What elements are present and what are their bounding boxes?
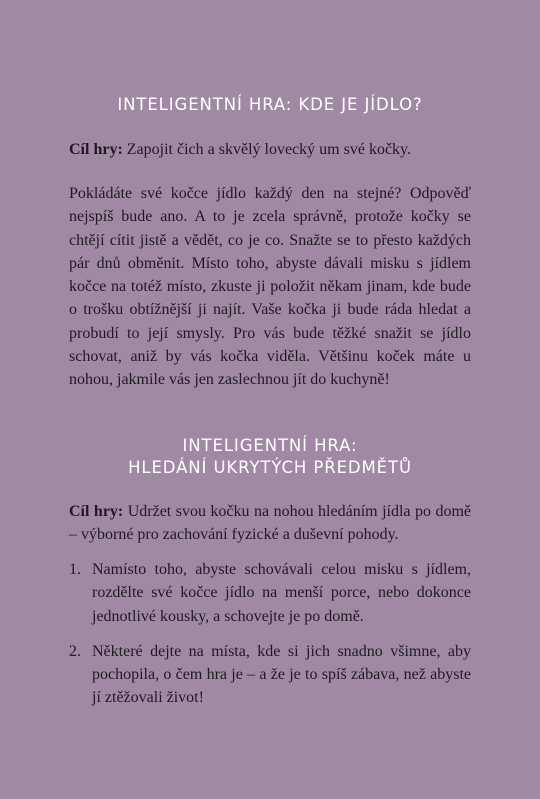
list-item-text: Některé dejte na místa, kde si jich snadno všimne, aby pochopila, o čem hra je – a že je to spíš zábava, než abyste jí ztěžovali život! [92, 642, 471, 707]
goal-text: Udržet svou kočku na nohou hledáním jídla po domě – výborné pro zachování fyzické a duševní pohody. [69, 503, 471, 544]
list-item-number: 1. [69, 561, 81, 578]
section-heading-line-2: HLEDÁNÍ UKRYTÝCH PŘEDMĚTŮ [128, 458, 412, 477]
game-goal-paragraph [69, 138, 471, 161]
list-item [69, 640, 471, 710]
goal-label: Cíl hry: [69, 503, 124, 520]
list-item-text: Namísto toho, abyste schovávali celou misku s jídlem, rozdělte své kočce jídlo na menší porce, nebo dokonce jednotlivé kousky, a schovejte je po domě. [92, 561, 471, 625]
section-heading-text: INTELIGENTNÍ HRA: KDE JE JÍDLO? [117, 95, 423, 114]
goal-label: Cíl hry: [69, 141, 123, 158]
list-item-number: 2. [69, 642, 81, 660]
body-paragraph: Pokládáte své kočce jídlo každý den na stejné? Odpověď nejspíš bude ano. A to je zcela správně, protože kočky se chtějí cítit jistě a vědět, co je co. Snažte se to přesto každých pár dnů obměnit. Místo toho, abyste dávali misku s jídlem kočce na totéž místo, zkuste ji položit někam jinam, kde bude o trošku obtížnější ji najít. Vaše kočka ji bude ráda hledat a probudí to její smysly. Pro vás bude těžké snažit se jídlo schovat, aniž by vás kočka viděla. Většinu koček máte u nohou, jakmile vás jen zaslechnou jít do kuchyně! [69, 185, 471, 389]
section-heading-hledani-predmetu [0, 435, 540, 479]
section-heading-kde-je-jidlo [0, 94, 540, 116]
instruction-list [69, 558, 471, 710]
game-goal-paragraph [69, 500, 471, 547]
section-heading-line-1: INTELIGENTNÍ HRA: [182, 436, 358, 455]
goal-text: Zapojit čich a skvělý lovecký um své kočky. [122, 141, 411, 158]
list-item [69, 558, 471, 628]
